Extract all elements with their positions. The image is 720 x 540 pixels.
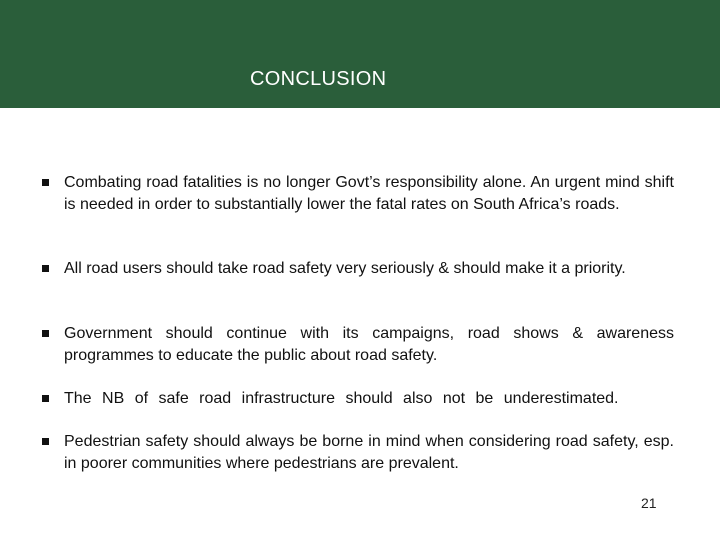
slide-title: CONCLUSION <box>250 68 387 90</box>
bullet-item <box>42 323 674 366</box>
bullet-item <box>42 172 674 215</box>
square-bullet-icon <box>42 265 49 272</box>
bullet-item <box>42 431 674 474</box>
bullet-text: Combating road fatalities is no longer Govt’s responsibility alone. An urgent mind shift is needed in order to substantially lower the fatal rates on South Africa’s roads. <box>64 174 674 213</box>
square-bullet-icon <box>42 395 49 402</box>
bullet-text: Government should continue with its campaigns, road shows & awareness programmes to educate the public about road safety. <box>64 325 674 364</box>
square-bullet-icon <box>42 330 49 337</box>
page-number: 21 <box>641 495 657 511</box>
bullet-item <box>42 258 674 280</box>
bullet-text: The NB of safe road infrastructure should also not be underestimated. <box>64 390 619 407</box>
square-bullet-icon <box>42 438 49 445</box>
square-bullet-icon <box>42 179 49 186</box>
bullet-item <box>42 388 679 410</box>
bullet-text: All road users should take road safety very seriously & should make it a priority. <box>64 260 626 277</box>
bullet-text: Pedestrian safety should always be borne in mind when considering road safety, esp. in poorer communities where pedestrians are prevalent. <box>64 433 674 472</box>
